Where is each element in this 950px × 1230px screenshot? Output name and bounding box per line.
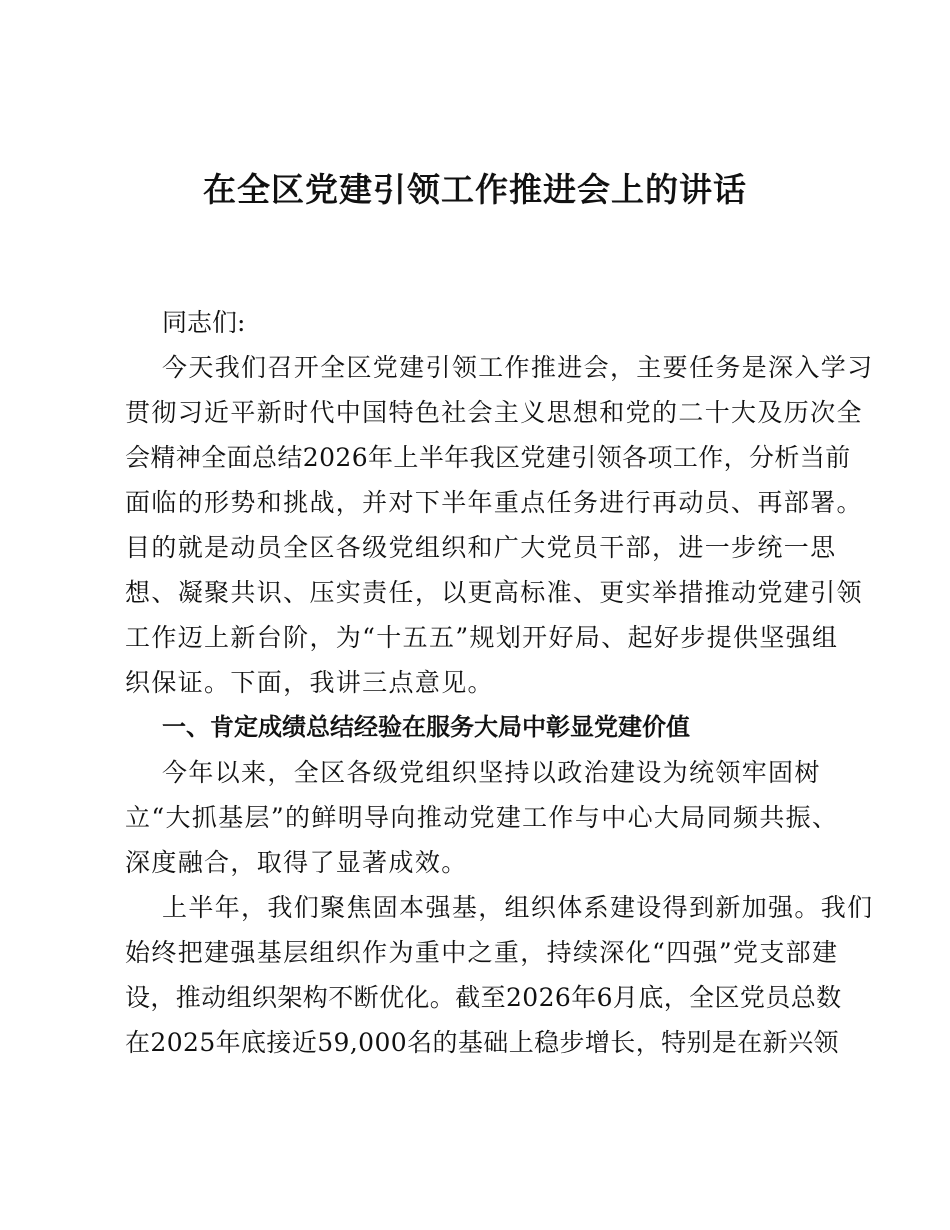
document-body <box>125 300 874 1065</box>
paragraph-line: 面临的形势和挑战，并对下半年重点任务进行再动员、再部署。 <box>125 488 863 517</box>
section-heading: 一、肯定成绩总结经验在服务大局中彰显党建价值 <box>162 713 690 741</box>
paragraph-line: 工作迈上新台阶，为“十五五”规划开好局、起好步提供坚强组 <box>125 623 839 652</box>
salutation: 同志们: <box>162 308 246 337</box>
paragraph-line: 想、凝聚共识、压实责任，以更高标准、更实举措推动党建引领 <box>125 578 863 607</box>
document-title: 在全区党建引领工作推进会上的讲话 <box>203 170 747 209</box>
paragraph-line: 在2025年底接近59,000名的基础上稳步增长，特别是在新兴领 <box>125 1028 839 1057</box>
paragraph-line: 上半年，我们聚焦固本强基，组织体系建设得到新加强。我们 <box>162 893 874 922</box>
paragraph-line: 今天我们召开全区党建引领工作推进会，主要任务是深入学习 <box>162 353 874 382</box>
paragraph-line: 立“大抓基层”的鲜明导向推动党建工作与中心大局同频共振、 <box>125 803 839 832</box>
paragraph-line: 设，推动组织架构不断优化。截至2026年6月底，全区党员总数 <box>125 983 842 1012</box>
paragraph-line: 深度融合，取得了显著成效。 <box>125 848 468 877</box>
paragraph-line: 织保证。下面，我讲三点意见。 <box>125 668 494 697</box>
paragraph-line: 目的就是动员全区各级党组织和广大党员干部，进一步统一思 <box>125 533 837 562</box>
paragraph-line: 会精神全面总结2026年上半年我区党建引领各项工作，分析当前 <box>125 443 851 472</box>
paragraph-line: 贯彻习近平新时代中国特色社会主义思想和党的二十大及历次全 <box>125 398 863 427</box>
paragraph-line: 始终把建强基层组织作为重中之重，持续深化“四强”党支部建 <box>125 938 839 967</box>
paragraph-line: 今年以来，全区各级党组织坚持以政治建设为统领牢固树 <box>162 758 821 787</box>
